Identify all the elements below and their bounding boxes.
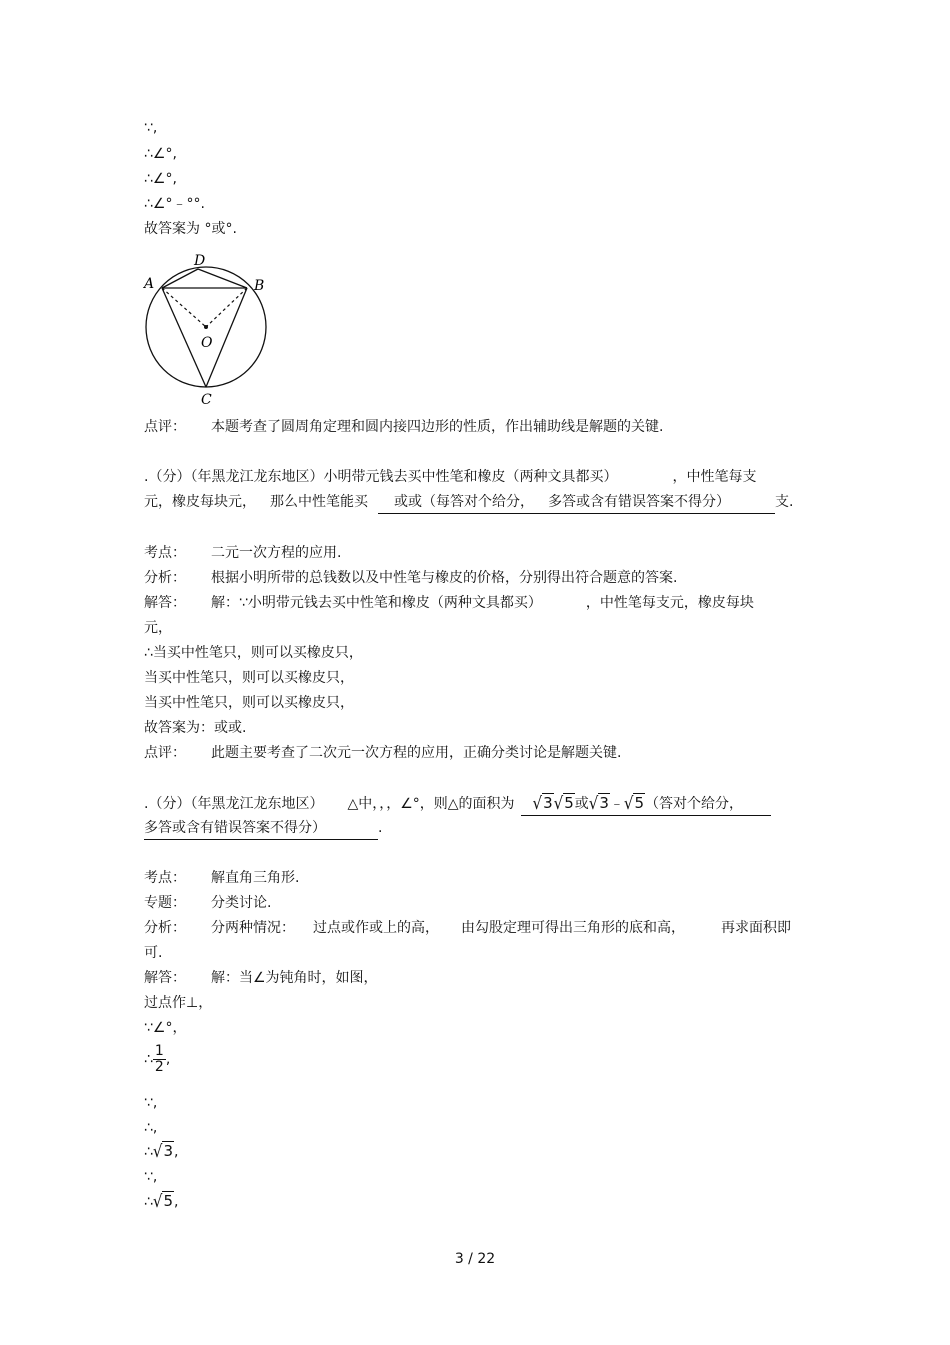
text-line: 可. (144, 945, 163, 961)
fenxi-row (144, 918, 791, 938)
center-point (204, 325, 208, 329)
fenxi-text: 再求面积即 (721, 920, 791, 936)
pingjia-text: 此题主要考查了二次元一次方程的应用，正确分类讨论是解题关键. (211, 745, 622, 761)
text-line: ∴, (144, 1120, 158, 1136)
zhuanti-label: 专题： (144, 895, 186, 911)
kaodian-text: 二元一次方程的应用. (211, 545, 342, 561)
text-line: 过点作⊥， (144, 995, 213, 1011)
segment-ad (162, 269, 198, 288)
question-text: . (378, 820, 383, 836)
sqrt-expr: √5 (152, 1190, 174, 1212)
text-line: ∵, (144, 1169, 158, 1185)
question-line (144, 818, 382, 840)
page-number: 3 / 22 (454, 1251, 496, 1267)
text-line: 当买中性笔只，则可以买橡皮只， (144, 695, 354, 711)
question-line (144, 467, 756, 487)
question-line (144, 793, 771, 816)
text-line: ∴∠°﹣°°. (144, 196, 205, 212)
jieda-row (144, 968, 378, 988)
answer-blank: 或或（每答对个给分， 多答或含有错误答案不得分） (378, 492, 775, 514)
jieda-row (144, 593, 754, 613)
pingjia-label: 点评： (144, 745, 186, 761)
segment-ac (162, 288, 206, 387)
label-a: A (144, 276, 155, 292)
pingjia-row (144, 743, 621, 763)
comment-text: 本题考查了圆周角定理和圆内接四边形的性质，作出辅助线是解题的关键. (211, 419, 664, 435)
kaodian-label: 考点： (144, 870, 186, 886)
question-line (144, 492, 793, 514)
text-line: 元， (144, 620, 172, 636)
zhuanti-row (144, 893, 271, 913)
text-line: ∵, (144, 1095, 158, 1111)
circle-figure (138, 248, 278, 408)
text-line: ∴∠°, (144, 171, 177, 187)
kaodian-row (144, 868, 299, 888)
question-text: △中，，，∠°，则△的面积为 (347, 796, 515, 812)
jieda-label: 解答： (144, 595, 186, 611)
jieda-text: 解：当∠为钝角时，如图， (211, 970, 378, 986)
label-b: B (254, 278, 265, 294)
question-text: .（分）（年黑龙江龙东地区） (144, 796, 324, 812)
label-c: C (201, 392, 212, 408)
text-line: 当买中性笔只，则可以买橡皮只， (144, 670, 354, 686)
sqrt-expr: √3 (588, 792, 609, 814)
fenxi-text: 由勾股定理可得出三角形的底和高， (461, 920, 685, 936)
sqrt-line: ∴√5, (144, 1190, 179, 1212)
kaodian-label: 考点： (144, 545, 186, 561)
fenxi-text: 过点或作或上的高， (313, 920, 439, 936)
question-text: 元，橡皮每块元， (144, 494, 256, 510)
kaodian-row (144, 543, 341, 563)
comment-row (144, 417, 663, 437)
segment-bo-dashed (206, 288, 247, 327)
text-line: ∵, (144, 120, 158, 136)
jieda-label: 解答： (144, 970, 186, 986)
text-line: ∵∠°， (144, 1020, 187, 1036)
sqrt-expr: √5 (553, 792, 574, 814)
sqrt-line: ∴√3, (144, 1140, 179, 1162)
kaodian-text: 解直角三角形. (211, 870, 300, 886)
fenxi-row (144, 568, 677, 588)
label-d: D (194, 253, 206, 269)
question-text: 支. (775, 494, 794, 510)
jieda-text: 解：∵小明带元钱去买中性笔和橡皮（两种文具都买） (211, 595, 542, 611)
segment-ao-dashed (162, 288, 206, 327)
text-line: ∴∠°, (144, 146, 177, 162)
fenxi-label: 分析： (144, 920, 186, 936)
zhuanti-text: 分类讨论. (211, 895, 272, 911)
fenxi-text: 根据小明所带的总钱数以及中性笔与橡皮的价格，分别得出符合题意的答案. (211, 570, 678, 586)
text-line: 故答案为 °或°. (144, 221, 237, 237)
comment-label: 点评： (144, 419, 186, 435)
fraction: $\frac{1}{2}$ (154, 1043, 164, 1075)
jieda-text: ，中性笔每支元，橡皮每块 (585, 595, 754, 611)
answer-blank: 多答或含有错误答案不得分） (144, 818, 378, 840)
fenxi-label: 分析： (144, 570, 186, 586)
segment-db (198, 269, 247, 288)
question-text: ，中性笔每支 (672, 469, 757, 485)
answer-blank: √3√5或√3﹣√5（答对个给分， (521, 793, 771, 816)
question-text: 那么中性笔能买 (270, 494, 368, 510)
text-line: ∴当买中性笔只，则可以买橡皮只， (144, 645, 363, 661)
fenxi-text: 分两种情况： (211, 920, 295, 936)
sqrt-expr: √3 (532, 792, 553, 814)
sqrt-expr: √3 (152, 1140, 174, 1162)
fraction-line: ∴ $\frac{1}{2}$ , (144, 1043, 171, 1075)
label-o: O (201, 335, 213, 351)
sqrt-expr: √5 (623, 792, 644, 814)
text-line: 故答案为：或或. (144, 720, 247, 736)
question-text: .（分）（年黑龙江龙东地区）小明带元钱去买中性笔和橡皮（两种文具都买） (144, 469, 618, 485)
